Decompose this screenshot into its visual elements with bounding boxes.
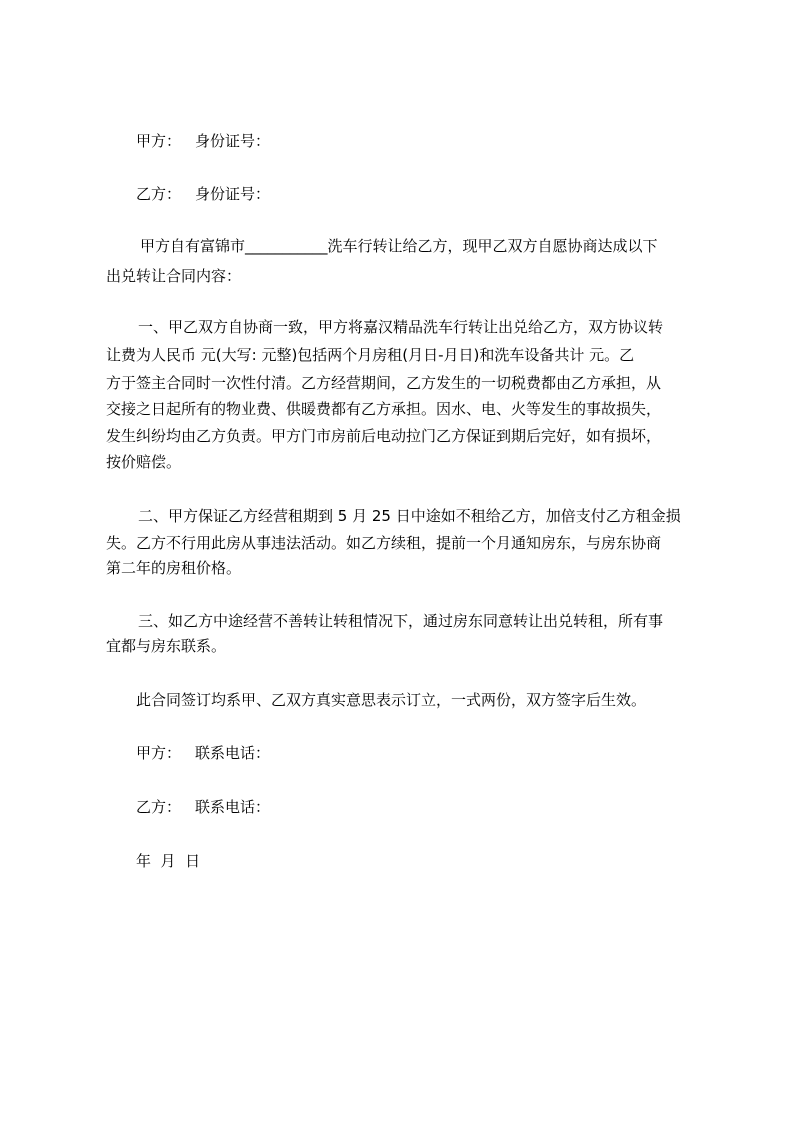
clause-2-line-2: 失。乙方不行用此房从事违法活动。如乙方续租，提前一个月通知房东，与房东协商 [106,534,662,552]
clause-1-line-1: 一、甲乙双方自协商一致，甲方将嘉汉精品洗车行转让出兑给乙方，双方协议转 [138,318,664,336]
party-b-label: 乙方： [136,185,182,203]
closing-statement: 此合同签订均系甲、乙双方真实意思表示订立，一式两份，双方签字后生效。 [136,691,647,709]
party-a-id-label: 身份证号： [195,132,271,150]
party-a-signature-row [106,743,736,763]
signature-date: 年 月 日 [136,852,201,870]
clause-3-line-2: 宜都与房东联系。 [106,637,227,655]
party-a-header-row [106,131,736,151]
party-b-phone-label: 联系电话： [195,798,271,816]
clause-1-line-3: 方于签主合同时一次性付清。乙方经营期间，乙方发生的一切税费都由乙方承担，从 [106,374,662,392]
clause-2-line-1: 二、甲方保证乙方经营租期到 5 月 25 日中途如不租给乙方，加倍支付乙方租金损 [138,507,681,525]
party-a-phone-label: 联系电话： [195,744,271,762]
party-b-signature-label: 乙方： [136,798,182,816]
party-b-signature-row [106,797,736,817]
clause-3-line-1: 三、如乙方中途经营不善转让转租情况下，通过房东同意转让出兑转租，所有事 [138,612,664,630]
intro-line-2: 出兑转让合同内容： [106,267,242,285]
intro-line-1: 甲方自有富锦市___________洗车行转让给乙方，现甲乙双方自愿协商达成以下 [140,237,658,255]
party-a-signature-label: 甲方： [136,744,182,762]
party-b-id-label: 身份证号： [195,185,271,203]
clause-1-line-4: 交接之日起所有的物业费、供暖费都有乙方承担。因水、电、火等发生的事故损失， [106,400,662,418]
clause-1-line-2: 让费为人民币 元(大写: 元整)包括两个月房租(月日-月日)和洗车设备共计 元。乙 [106,346,635,364]
clause-1-line-6: 按价赔偿。 [106,453,182,471]
clause-1-line-5: 发生纠纷均由乙方负责。甲方门市房前后电动拉门乙方保证到期后完好，如有损坏， [106,427,662,445]
party-a-label: 甲方： [136,132,182,150]
party-b-header-row [106,184,736,204]
clause-2-line-3: 第二年的房租价格。 [106,559,242,577]
